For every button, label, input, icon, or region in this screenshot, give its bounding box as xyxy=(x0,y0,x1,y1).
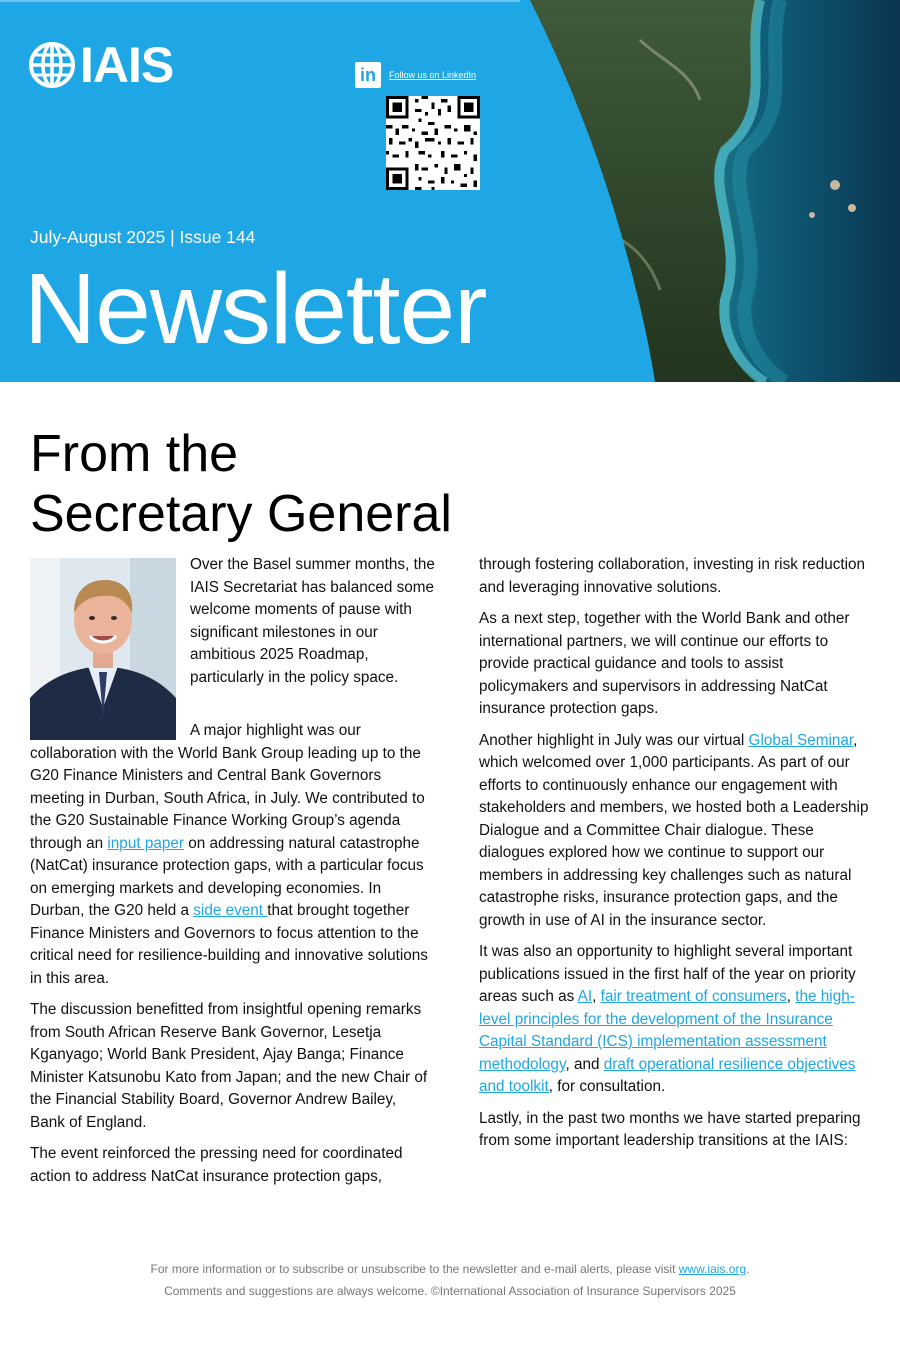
side-event-link[interactable]: side event xyxy=(193,902,268,919)
paragraph-text: on addressing natural catastrophe (NatCat) insurance protection gaps, with a particular focus on emerging markets and developing economies. In Durban, the G20 held a xyxy=(30,834,424,919)
intro-paragraph: Over the Basel summer months, the IAIS Secretariat has balanced some welcome moments of pause with significant milestones in our ambitious 2025 Roadmap, particularly in the policy space. xyxy=(190,556,435,686)
input-paper-link[interactable]: input paper xyxy=(107,834,184,852)
paragraph-discussion: The discussion benefitted from insightful opening remarks from South African Reserve Bank Governor, Lesetja Kganyago; World Bank President, Ajay Banga; Finance Minister Katsunobu Kato from Japan; and the new Chair of the Financial Stability Board, Governor Andrew Bailey, Bank of England. xyxy=(30,1001,428,1131)
paragraph-text: , which welcomed over 1,000 participants. As part of our efforts to continuously enhance our engagement with stakeholders and members, we hosted both a Leadership Dialogue and a Committee Chair dialogue. These dialogues explored how we continue to support our members in addressing key challenges such as natural catastrophe risks, insurance protection gaps, and the growth in use of AI in the insurance sector. xyxy=(479,731,869,929)
article-intro xyxy=(190,554,435,698)
paragraph-text: A major highlight was our collaboration with the World Bank Group leading up to the G20 Finance Ministers and Central Bank Governors meeting in Durban, South Africa, in July. We contributed to the G20 Sustainable Finance Working Group’s agenda through an xyxy=(30,722,425,852)
paragraph-text: , and xyxy=(565,1055,604,1073)
portrait-image xyxy=(30,558,176,740)
fair-treatment-link[interactable]: fair treatment of consumers xyxy=(600,988,787,1005)
paragraph-publications xyxy=(479,941,874,1099)
paragraph-collaboration: through fostering collaboration, investing in risk reduction and leveraging innovative solutions. xyxy=(479,556,866,596)
footer-text: For more information or to subscribe or unsubscribe to the newsletter and e-mail alerts, please visit xyxy=(150,1262,679,1276)
paragraph-next-step: As a next step, together with the World Bank and other international partners, we will continue our efforts to provide practical guidance and tools to assist policymakers and supervisors in addressing NatCat insurance protection gaps. xyxy=(479,610,850,717)
paragraph-g20 xyxy=(30,720,430,990)
iais-logo[interactable] xyxy=(28,37,174,93)
iais-website-link[interactable]: www.iais.org xyxy=(678,1262,747,1276)
masthead-title: Newsletter xyxy=(24,253,487,365)
footer-copyright: Comments and suggestions are always welcome. ©International Association of Insurance Supervisors 2025 xyxy=(164,1284,736,1298)
paragraph-text: , xyxy=(786,988,796,1005)
header-top-line xyxy=(0,0,520,2)
section-title-line2: Secretary General xyxy=(30,485,452,543)
newsletter-header xyxy=(0,0,900,382)
qr-code-icon[interactable] xyxy=(386,96,480,190)
paragraph-text: Another highlight in July was our virtual xyxy=(479,731,749,749)
paragraph-leadership: Lastly, in the past two months we have started preparing from some important leadership transitions at the IAIS: xyxy=(479,1109,861,1149)
footer-text: . xyxy=(746,1262,750,1276)
footer xyxy=(0,1262,900,1306)
linkedin-link[interactable]: Follow us on LinkedIn xyxy=(389,70,477,80)
paragraph-text: , xyxy=(592,988,601,1005)
global-seminar-link[interactable]: Global Seminar xyxy=(748,731,854,749)
linkedin-icon[interactable]: in xyxy=(355,62,381,88)
issue-label: July-August 2025 | Issue 144 xyxy=(30,227,256,247)
article-right-column xyxy=(479,554,874,1162)
globe-icon xyxy=(28,41,76,89)
logo-text: IAIS xyxy=(80,37,174,93)
section-title xyxy=(30,424,452,544)
paragraph-text: that brought together Finance Ministers and Governors to focus attention to the critical need for resilience-building and innovative solutions in this area. xyxy=(30,902,428,987)
paragraph-event: The event reinforced the pressing need for coordinated action to address NatCat insurance protection gaps, xyxy=(30,1145,403,1185)
linkedin-follow[interactable] xyxy=(355,62,476,88)
secretary-general-portrait xyxy=(30,558,176,740)
ics-principles-link[interactable]: the high-level principles for the development of the Insurance Capital Standard (ICS) implementation assessment methodology xyxy=(479,988,855,1073)
operational-resilience-link[interactable]: draft operational resilience objectives and toolkit xyxy=(479,1055,856,1095)
paragraph-global-seminar xyxy=(479,730,874,933)
footer-subscribe-line xyxy=(0,1262,900,1276)
ai-link[interactable]: AI xyxy=(577,988,593,1005)
paragraph-text: It was also an opportunity to highlight several important publications issued in the first half of the year on priority areas such as xyxy=(479,943,856,1005)
section-title-line1: From the xyxy=(30,425,239,483)
paragraph-text: , for consultation. xyxy=(548,1078,666,1095)
article-left-column xyxy=(30,720,430,1197)
